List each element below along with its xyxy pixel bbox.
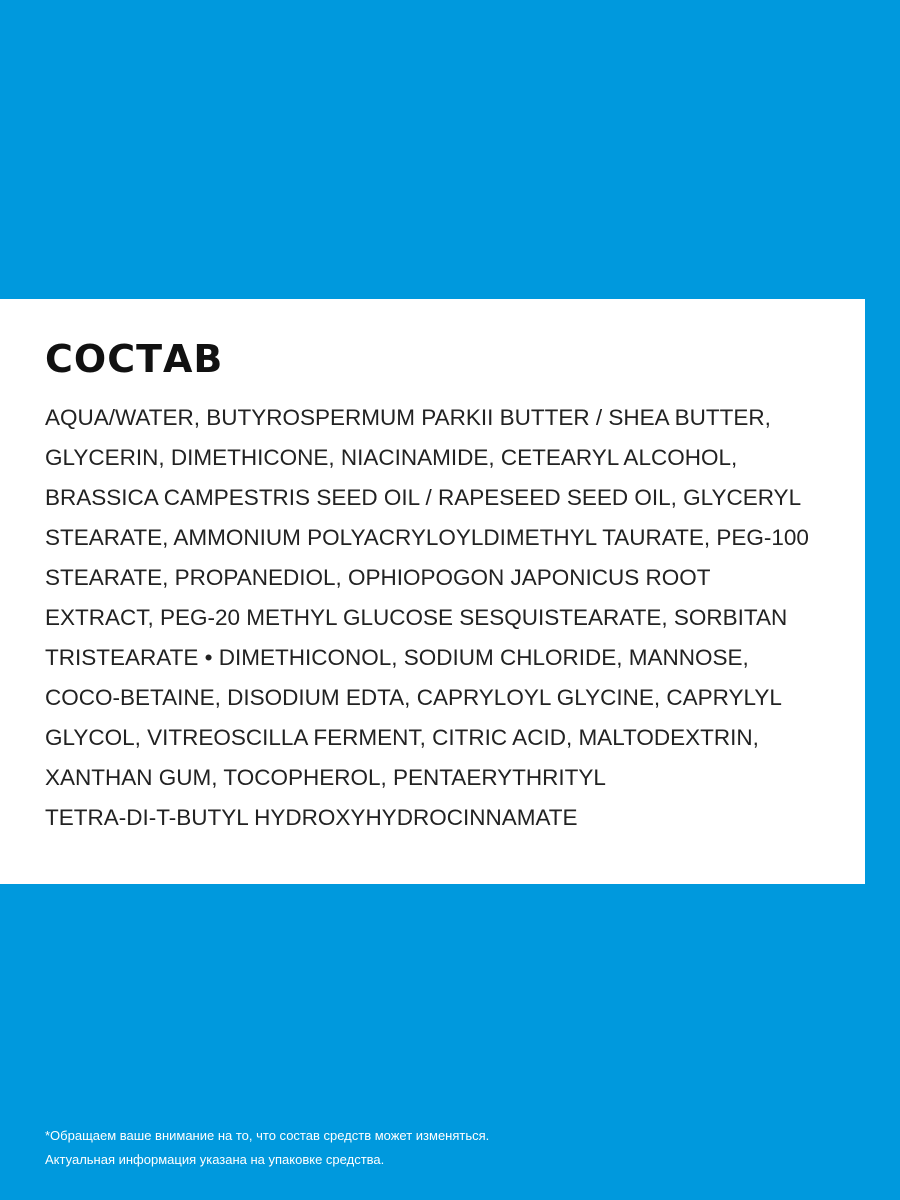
- disclaimer-footnote: [45, 1124, 865, 1172]
- ingredients-line: COCO-BETAINE, DISODIUM EDTA, CAPRYLOYL GLYCINE, CAPRYLYL: [45, 685, 782, 710]
- ingredients-list: [45, 398, 845, 838]
- ingredients-line: TRISTEARATE • DIMETHICONOL, SODIUM CHLORIDE, MANNOSE,: [45, 645, 749, 670]
- ingredients-line: GLYCERIN, DIMETHICONE, NIACINAMIDE, CETEARYL ALCOHOL,: [45, 445, 738, 470]
- disclaimer-line: *Обращаем ваше внимание на то, что состав средств может изменяться.: [45, 1128, 490, 1143]
- disclaimer-line: Актуальная информация указана на упаковке средства.: [45, 1152, 385, 1167]
- composition-card: [0, 299, 865, 884]
- ingredients-line: BRASSICA CAMPESTRIS SEED OIL / RAPESEED SEED OIL, GLYCERYL: [45, 485, 802, 510]
- ingredients-line: AQUA/WATER, BUTYROSPERMUM PARKII BUTTER / SHEA BUTTER,: [45, 405, 771, 430]
- ingredients-line: TETRA-DI-T-BUTYL HYDROXYHYDROCINNAMATE: [45, 805, 578, 830]
- ingredients-line: GLYCOL, VITREOSCILLA FERMENT, CITRIC ACID, MALTODEXTRIN,: [45, 725, 759, 750]
- composition-title: СОСТАВ: [45, 337, 224, 381]
- ingredients-line: STEARATE, PROPANEDIOL, OPHIOPOGON JAPONICUS ROOT: [45, 565, 711, 590]
- ingredients-line: STEARATE, AMMONIUM POLYACRYLOYLDIMETHYL TAURATE, PEG-100: [45, 525, 809, 550]
- ingredients-line: EXTRACT, PEG-20 METHYL GLUCOSE SESQUISTEARATE, SORBITAN: [45, 605, 788, 630]
- ingredients-line: XANTHAN GUM, TOCOPHEROL, PENTAERYTHRITYL: [45, 765, 606, 790]
